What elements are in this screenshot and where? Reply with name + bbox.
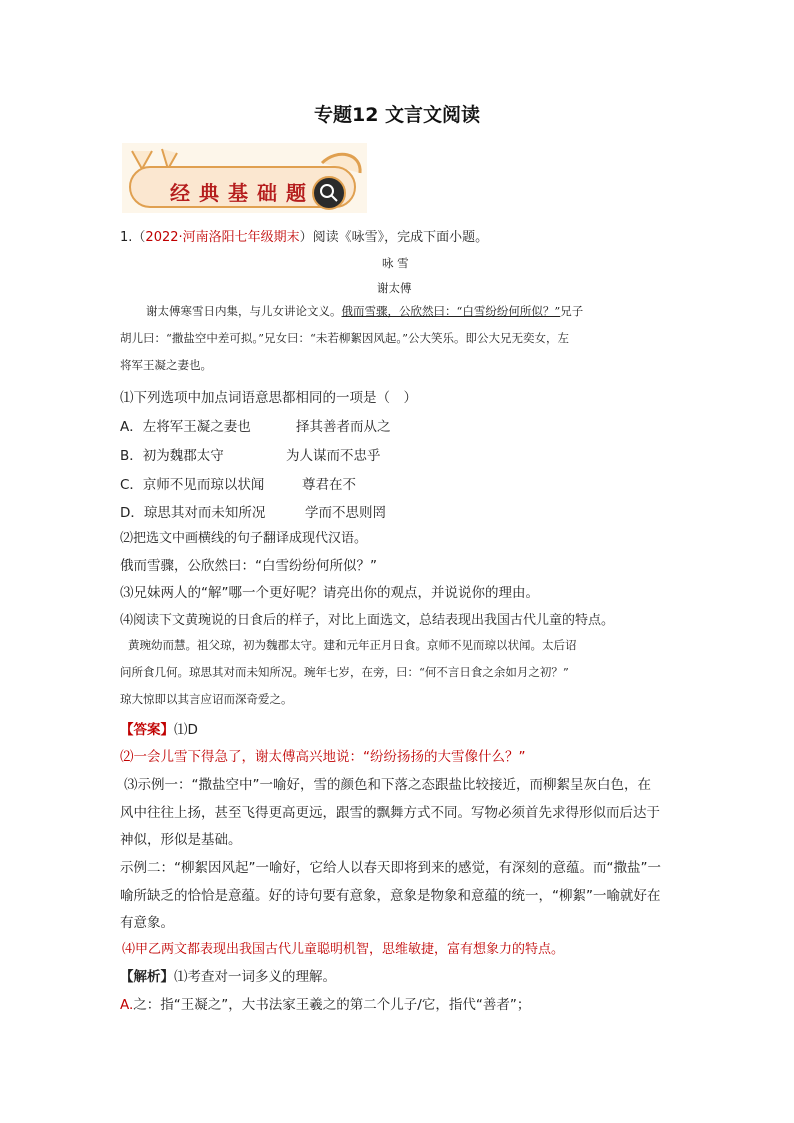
answer-3-line-2: 风中往往上扬，甚至飞得更高更远，跟雪的飘舞方式不同。写物必须首先求得形似而后达于 [120, 805, 660, 821]
question-source: 2022·河南洛阳七年级期末 [145, 230, 300, 245]
analysis-label: 【解析】 [120, 969, 174, 985]
poem-author: 谢太傅 [377, 281, 412, 295]
answer-3-line-4: 示例二：“柳絮因风起”一喻好，它给人以春天即将到来的感觉，有深刻的意蕴。而“撒盐”一 [120, 860, 661, 876]
analysis-header [120, 965, 336, 985]
passage2-line-3: 琼大惊即以其言应诏而深奇爱之。 [120, 692, 293, 706]
sub4-stem: ⑷阅读下文黄琬说的日食后的样子，对比上面选文，总结表现出我国古代儿童的特点。 [120, 613, 615, 628]
poem-line-3: 将军王凝之妻也。 [120, 358, 212, 372]
banner-text: 经典基础题 [170, 181, 315, 205]
passage2-line-2: 问所食几何。琼思其对而未知所况。琬年七岁，在旁，曰：“何不言日食之余如月之初？” [120, 665, 569, 679]
question-prompt: 阅读《咏雪》，完成下面小题。 [312, 230, 489, 245]
option-a-right: 择其善者而从之 [296, 419, 391, 435]
option-b-right: 为人谋而不忠乎 [286, 448, 381, 464]
sub3-stem: ⑶兄妹两人的“解”哪一个更好呢？请亮出你的观点，并说说你的理由。 [120, 585, 539, 601]
analysis-1: ⑴考查对一词多义的理解。 [174, 969, 336, 985]
passage2-line-1: 黄琬幼而慧。祖父琼，初为魏郡太守。建和元年正月日食。京师不见而琼以状闻。太后诏 [128, 638, 577, 652]
option-d-left: D．琼思其对而未知所况 [120, 505, 266, 521]
underlined-sentence: 俄而雪骤，公欣然曰：“白雪纷纷何所似？” [341, 304, 561, 318]
question-number: 1. [120, 230, 133, 245]
answer-1: ⑴D [174, 722, 198, 738]
poem-line-2: 胡儿曰：“撒盐空中差可拟。”兄女曰：“未若柳絮因风起。”公大笑乐。即公大兄无奕女，左 [120, 331, 570, 345]
option-b-left: B．初为魏郡太守 [120, 448, 224, 464]
sub1-stem: ⑴下列选项中加点词语意思都相同的一项是（ ） [120, 390, 417, 406]
analysis-option-a: A.之：指“王凝之”，大书法家王羲之的第二个儿子/它，指代“善者”； [120, 997, 531, 1013]
option-a-left: A．左将军王凝之妻也 [120, 419, 251, 435]
poem-line-1: 谢太傅寒雪日内集，与儿女讲论文义。俄而雪骤，公欣然曰：“白雪纷纷何所似？”兄子 [146, 304, 584, 318]
option-d-right: 学而不思则罔 [305, 505, 386, 521]
answer-3-line-3: 神似，形似是基础。 [120, 832, 242, 848]
sub2-stem: ⑵把选文中画横线的句子翻译成现代汉语。 [120, 531, 368, 546]
answer-header [120, 718, 198, 738]
answer-2: ⑵一会儿雪下得急了，谢太傅高兴地说：“纷纷扬扬的大雪像什么？” [120, 749, 526, 765]
sub2-sentence: 俄而雪骤，公欣然曰：“白雪纷纷何所似？” [120, 558, 377, 574]
section-banner [122, 143, 367, 213]
poem-title: 咏 雪 [382, 256, 409, 270]
answer-3-line-6: 有意象。 [120, 915, 174, 931]
question-header: 1.（2022·河南洛阳七年级期末）阅读《咏雪》，完成下面小题。 [120, 230, 489, 245]
answer-label: 【答案】 [120, 722, 174, 738]
answer-3-line-5: 喻所缺乏的恰恰是意蕴。好的诗句要有意象，意象是物象和意蕴的统一，“柳絮”一喻就好在 [120, 888, 661, 904]
answer-3-line-1: ⑶示例一：“撒盐空中”一喻好，雪的颜色和下落之态跟盐比较接近，而柳絮呈灰白色，在 [124, 777, 651, 793]
answer-4: ⑷甲乙两文都表现出我国古代儿童聪明机智，思维敏捷，富有想象力的特点。 [122, 942, 565, 957]
page-title: 专题12 文言文阅读 [313, 104, 481, 126]
option-c-left: C．京师不见而琼以状闻 [120, 477, 265, 493]
option-c-right: 尊君在不 [302, 477, 356, 493]
analysis-option-a-head: A. [120, 997, 134, 1013]
